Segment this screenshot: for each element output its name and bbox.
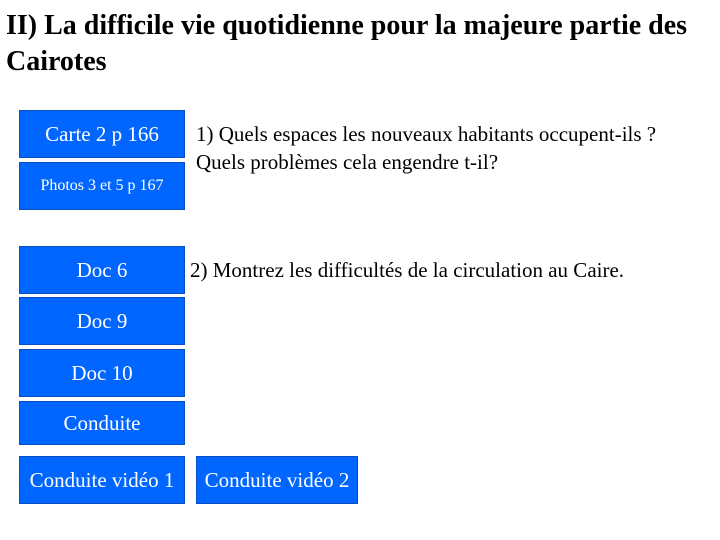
conduite-video-1-button[interactable]	[19, 456, 185, 504]
conduite-video-1-label: Conduite vidéo 1	[29, 467, 175, 492]
conduite-label: Conduite	[63, 410, 141, 435]
photos-3-5-label: Photos 3 et 5 p 167	[40, 177, 164, 194]
doc-9-button[interactable]	[19, 297, 185, 345]
conduite-video-2-label: Conduite vidéo 2	[204, 467, 350, 492]
doc-9-label: Doc 9	[76, 308, 128, 333]
doc-6-label: Doc 6	[76, 257, 128, 282]
carte-2-label: Carte 2 p 166	[45, 121, 159, 146]
question-1-line-1: 1) Quels espaces les nouveaux habitants occupent-ils ?	[196, 122, 657, 146]
doc-10-button[interactable]	[19, 349, 185, 397]
question-1-line-2: Quels problèmes cela engendre t-il?	[196, 150, 499, 174]
conduite-video-2-button[interactable]	[196, 456, 358, 504]
carte-2-button[interactable]	[19, 110, 185, 158]
doc-6-button[interactable]	[19, 246, 185, 294]
doc-10-label: Doc 10	[71, 360, 133, 385]
conduite-button[interactable]	[19, 401, 185, 445]
question-2: 2) Montrez les difficultés de la circulation au Caire.	[190, 258, 625, 282]
page-title: II) La difficile vie quotidienne pour la majeure partie des Cairotes	[6, 10, 688, 77]
photos-3-5-button[interactable]	[19, 162, 185, 210]
question-1	[196, 120, 718, 176]
